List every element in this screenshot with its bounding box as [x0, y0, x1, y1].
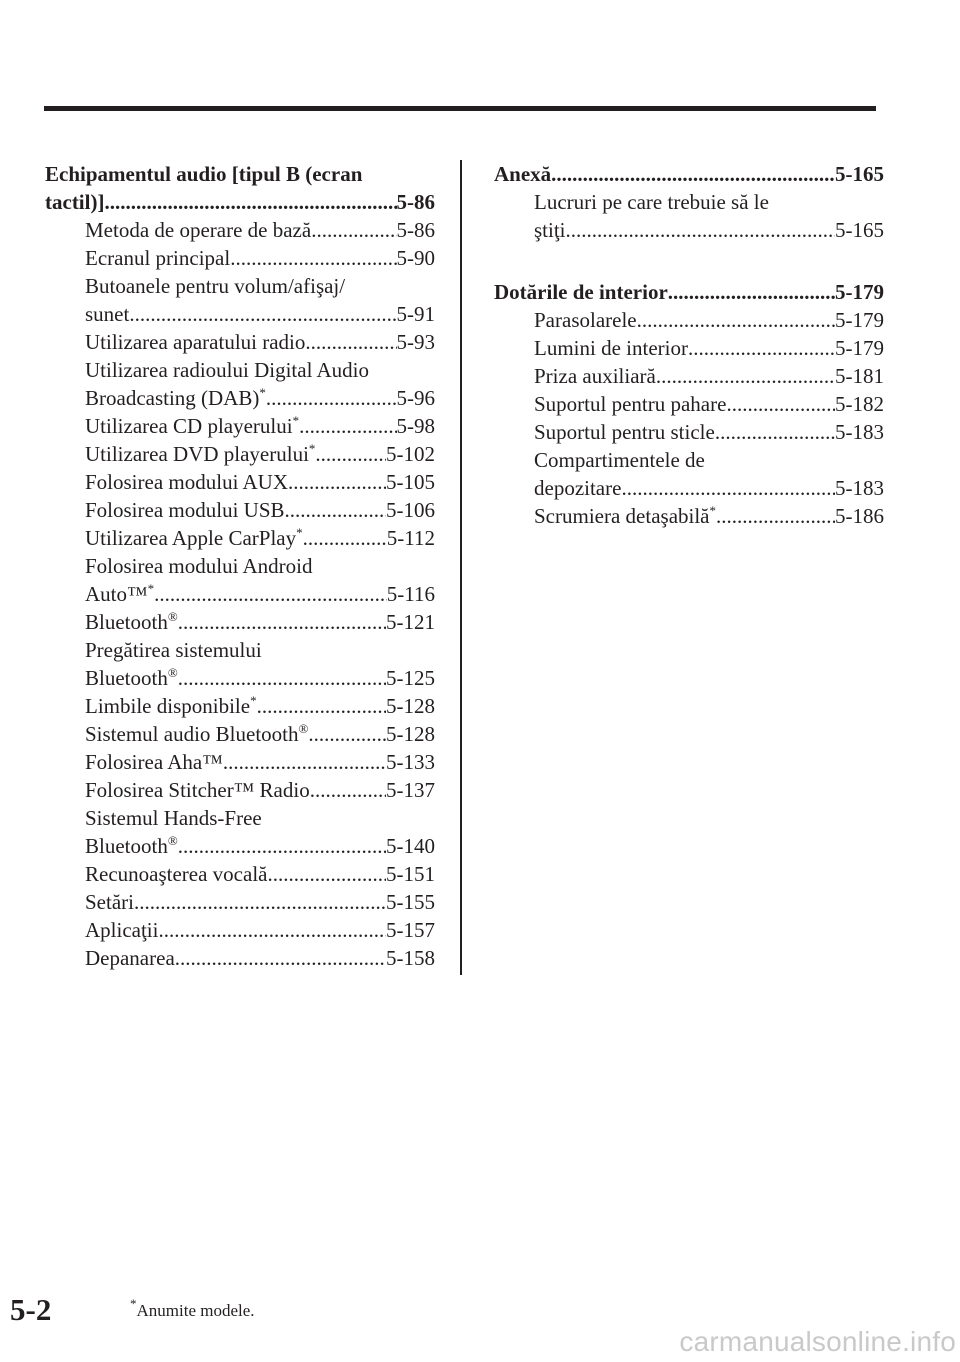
toc-entry-title	[85, 860, 267, 888]
toc-entry-line	[85, 356, 435, 384]
toc-entry-page: 5-93	[396, 330, 435, 354]
toc-entry[interactable]	[534, 216, 884, 244]
leader-dots	[311, 216, 396, 244]
toc-entry-title-part[interactable]: Pregătirea sistemului	[85, 638, 262, 662]
toc-entry[interactable]	[534, 362, 884, 390]
toc-entry-page: 5-90	[396, 246, 435, 270]
registered-mark: ®	[167, 833, 178, 848]
toc-entry-page: 5-179	[835, 308, 884, 332]
leader-dots	[178, 608, 386, 636]
toc-entry[interactable]	[85, 412, 435, 440]
watermark: carmanualsonline.info	[679, 1326, 956, 1357]
toc-entry-page: 5-128	[386, 694, 435, 718]
toc-entry[interactable]	[534, 418, 884, 446]
leader-dots	[637, 306, 835, 334]
toc-entry-line	[85, 636, 435, 664]
toc-entry-title-text: Bluetooth	[85, 834, 168, 858]
toc-entry[interactable]	[85, 468, 435, 496]
leader-dots	[223, 748, 386, 776]
section-page: 5-179	[835, 280, 884, 304]
section-page: 5-165	[835, 162, 884, 186]
toc-entry-title-text: Limbile disponibile	[85, 694, 251, 718]
toc-entry-page: 5-165	[835, 218, 884, 242]
column-divider	[460, 160, 462, 975]
leader-dots	[656, 362, 835, 390]
leader-dots	[104, 188, 396, 216]
toc-entry-title	[85, 944, 175, 972]
section-entry-audio[interactable]	[45, 188, 435, 216]
toc-entry[interactable]	[534, 306, 884, 334]
toc-entry-title-text: Recunoaşterea vocală	[85, 862, 268, 886]
toc-right-column	[494, 160, 884, 530]
toc-entry-page: 5-106	[386, 498, 435, 522]
toc-entry[interactable]	[85, 496, 435, 524]
toc-left-column	[45, 160, 435, 972]
toc-entry-title-part[interactable]: Utilizarea radioului Digital Audio	[85, 358, 370, 382]
leader-dots	[154, 580, 387, 608]
footnote-marker: *	[259, 385, 266, 400]
toc-entry[interactable]	[85, 580, 435, 608]
toc-entry-page: 5-151	[386, 862, 435, 886]
toc-entry[interactable]	[85, 328, 435, 356]
toc-entry-title	[85, 496, 285, 524]
toc-entry-title	[85, 748, 223, 776]
toc-entry-title-text: ştiţi	[534, 218, 566, 242]
leader-dots	[726, 390, 835, 418]
leader-dots	[288, 468, 386, 496]
leader-dots	[688, 334, 835, 362]
toc-entry-list	[45, 216, 435, 972]
leader-dots	[134, 888, 386, 916]
toc-entry-title-text: Utilizarea aparatului radio	[85, 330, 306, 354]
leader-dots	[285, 496, 386, 524]
toc-entry[interactable]	[85, 524, 435, 552]
toc-entry-title	[534, 502, 716, 530]
toc-entry-title	[534, 334, 688, 362]
toc-entry[interactable]	[85, 300, 435, 328]
toc-entry[interactable]	[85, 776, 435, 804]
toc-entry-title-text: sunet	[85, 302, 130, 326]
toc-entry-line	[534, 188, 884, 216]
toc-entry-title-text: Folosirea Stitcher™ Radio	[85, 778, 310, 802]
toc-entry[interactable]	[534, 390, 884, 418]
toc-entry-title	[534, 390, 726, 418]
toc-entry-page: 5-112	[386, 526, 435, 550]
toc-entry-title-text: Setări	[85, 890, 134, 914]
toc-entry[interactable]	[85, 692, 435, 720]
toc-entry-title-text: Depanarea	[85, 946, 175, 970]
leader-dots	[305, 328, 396, 356]
toc-entry-title	[85, 468, 288, 496]
toc-entry-title	[534, 418, 715, 446]
footnote-marker: *	[250, 693, 257, 708]
section-title-audio[interactable]: Echipamentul audio [tipul B (ecran	[45, 162, 363, 186]
toc-entry-line	[85, 272, 435, 300]
toc-entry-title-text: Suportul pentru sticle	[534, 420, 715, 444]
leader-dots	[299, 412, 396, 440]
toc-entry-title-text: depozitare	[534, 476, 622, 500]
leader-dots	[178, 664, 386, 692]
toc-entry[interactable]	[85, 916, 435, 944]
toc-entry-title	[85, 608, 178, 636]
toc-entry-title	[85, 692, 257, 720]
toc-entry-title	[85, 244, 230, 272]
section-gap	[494, 244, 884, 278]
toc-entry-page: 5-137	[386, 778, 435, 802]
leader-dots	[175, 944, 386, 972]
registered-mark: ®	[167, 665, 178, 680]
toc-entry-title-text: Utilizarea CD playerului	[85, 414, 293, 438]
toc-entry-list	[494, 306, 884, 530]
toc-entry-page: 5-181	[835, 364, 884, 388]
toc-entry-title-text: Aplicaţii	[85, 918, 159, 942]
toc-entry-title	[85, 832, 178, 860]
toc-entry-page: 5-155	[386, 890, 435, 914]
toc-entry-title-text: Sistemul audio Bluetooth	[85, 722, 299, 746]
toc-entry-page: 5-186	[835, 504, 884, 528]
toc-entry-title	[85, 580, 154, 608]
leader-dots	[266, 384, 397, 412]
toc-entry-title-text: Lumini de interior	[534, 336, 688, 360]
toc-entry-title	[85, 328, 305, 356]
toc-entry-title-text: Folosirea Aha™	[85, 750, 223, 774]
section-entry-anexa[interactable]	[494, 160, 884, 188]
toc-entry-page: 5-179	[835, 336, 884, 360]
toc-entry-title	[85, 776, 310, 804]
toc-entry-page: 5-105	[386, 470, 435, 494]
toc-entry[interactable]	[85, 244, 435, 272]
leader-dots	[668, 278, 835, 306]
top-rule	[44, 106, 876, 111]
toc-entry-page: 5-183	[835, 476, 884, 500]
toc-entry-page: 5-133	[386, 750, 435, 774]
leader-dots	[551, 160, 835, 188]
toc-entry[interactable]	[85, 608, 435, 636]
toc-entry-page: 5-102	[386, 442, 435, 466]
footnote-mark: *	[130, 1296, 137, 1311]
toc-entry[interactable]	[85, 664, 435, 692]
section-title-audio-cont: tactil)]	[45, 190, 105, 214]
toc-entry[interactable]	[534, 334, 884, 362]
leader-dots	[230, 244, 396, 272]
section-title-anexa: Anexă	[494, 162, 552, 186]
toc-entry-title	[85, 384, 266, 412]
footnote-marker: *	[147, 581, 155, 596]
toc-entry-page: 5-158	[386, 946, 435, 970]
toc-entry-title	[85, 916, 158, 944]
toc-entry-page: 5-183	[835, 420, 884, 444]
toc-entry-title	[85, 720, 308, 748]
toc-entry-title-part[interactable]: Sistemul Hands-Free	[85, 806, 262, 830]
toc-entry-title	[534, 306, 637, 334]
toc-entry-title	[85, 440, 315, 468]
toc-entry-title-text: Priza auxiliară	[534, 364, 656, 388]
toc-entry-title	[85, 216, 311, 244]
toc-entry-title-text: Broadcasting (DAB)	[85, 386, 260, 410]
toc-entry-line	[85, 552, 435, 580]
registered-mark: ®	[298, 721, 309, 736]
toc-entry[interactable]	[85, 944, 435, 972]
toc-entry[interactable]	[85, 748, 435, 776]
toc-entry-title	[85, 300, 129, 328]
toc-entry-page: 5-116	[386, 582, 435, 606]
leader-dots	[129, 300, 396, 328]
toc-entry-title	[534, 474, 621, 502]
leader-dots	[178, 832, 386, 860]
leader-dots	[621, 474, 835, 502]
toc-entry-title-part[interactable]: Butoanele pentru volum/afişaj/	[85, 274, 346, 298]
footnote-marker: *	[308, 441, 316, 456]
toc-entry-page: 5-98	[396, 414, 435, 438]
leader-dots	[257, 692, 386, 720]
toc-entry-page: 5-157	[386, 918, 435, 942]
toc-entry-title-text: Scrumiera detaşabilă	[534, 504, 710, 528]
footnote-marker: *	[296, 525, 303, 540]
toc-entry[interactable]	[85, 720, 435, 748]
toc-entry-title-text: Metoda de operare de bază	[85, 218, 312, 242]
section-title-dotari: Dotările de interior	[494, 280, 668, 304]
toc-entry-page: 5-86	[396, 218, 435, 242]
toc-entry-title-part[interactable]: Lucruri pe care trebuie să le	[534, 190, 769, 214]
footnote	[130, 1296, 255, 1323]
toc-entry[interactable]	[85, 216, 435, 244]
toc-entry-title-part[interactable]: Compartimentele de	[534, 448, 705, 472]
toc-entry-title	[534, 216, 566, 244]
toc-entry-page: 5-125	[386, 666, 435, 690]
toc-entry-page: 5-96	[396, 386, 435, 410]
toc-entry-line	[534, 446, 884, 474]
registered-mark: ®	[167, 609, 178, 624]
toc-entry[interactable]	[85, 832, 435, 860]
toc-entry-title	[85, 888, 134, 916]
leader-dots	[308, 720, 386, 748]
toc-entry-title-text: Utilizarea DVD playerului	[85, 442, 309, 466]
leader-dots	[315, 440, 386, 468]
leader-dots	[715, 418, 835, 446]
toc-entry-title-text: Ecranul principal	[85, 246, 231, 270]
toc-entry-line	[85, 804, 435, 832]
leader-dots	[716, 502, 835, 530]
toc-entry[interactable]	[85, 888, 435, 916]
toc-entry-title-text: Parasolarele	[534, 308, 637, 332]
toc-entry-title-text: Folosirea modului AUX	[85, 470, 288, 494]
toc-entry-title-text: Auto™	[85, 582, 148, 606]
leader-dots	[303, 524, 387, 552]
toc-entry-title-text: Folosirea modului USB	[85, 498, 285, 522]
toc-entry-title-text: Bluetooth	[85, 610, 168, 634]
toc-entry-title-text: Utilizarea Apple CarPlay	[85, 526, 297, 550]
page-number: 5-2	[10, 1292, 52, 1327]
toc-entry-title-text: Suportul pentru pahare	[534, 392, 727, 416]
section-page: 5-86	[396, 190, 435, 214]
toc-entry-title	[85, 664, 178, 692]
toc-entry-page: 5-128	[386, 722, 435, 746]
footnote-text: Anumite modele.	[136, 1301, 255, 1320]
footnote-marker: *	[709, 503, 717, 518]
toc-entry[interactable]	[85, 860, 435, 888]
toc-entry-page: 5-121	[386, 610, 435, 634]
toc-entry[interactable]	[85, 384, 435, 412]
section-title-line	[45, 160, 435, 188]
leader-dots	[566, 216, 835, 244]
toc-entry[interactable]	[85, 440, 435, 468]
toc-entry-title-text: Bluetooth	[85, 666, 168, 690]
toc-entry-list	[494, 188, 884, 244]
toc-entry-title-part[interactable]: Folosirea modului Android	[85, 554, 313, 578]
toc-entry-page: 5-140	[386, 834, 435, 858]
toc-entry-page: 5-91	[396, 302, 435, 326]
toc-entry-title	[85, 412, 299, 440]
footnote-marker: *	[292, 413, 300, 428]
toc-entry-page: 5-182	[835, 392, 884, 416]
leader-dots	[267, 860, 386, 888]
section-entry-dotari[interactable]	[494, 278, 884, 306]
toc-entry[interactable]	[534, 502, 884, 530]
toc-entry-title	[534, 362, 656, 390]
toc-entry-title	[85, 524, 303, 552]
leader-dots	[310, 776, 386, 804]
leader-dots	[158, 916, 386, 944]
toc-entry[interactable]	[534, 474, 884, 502]
